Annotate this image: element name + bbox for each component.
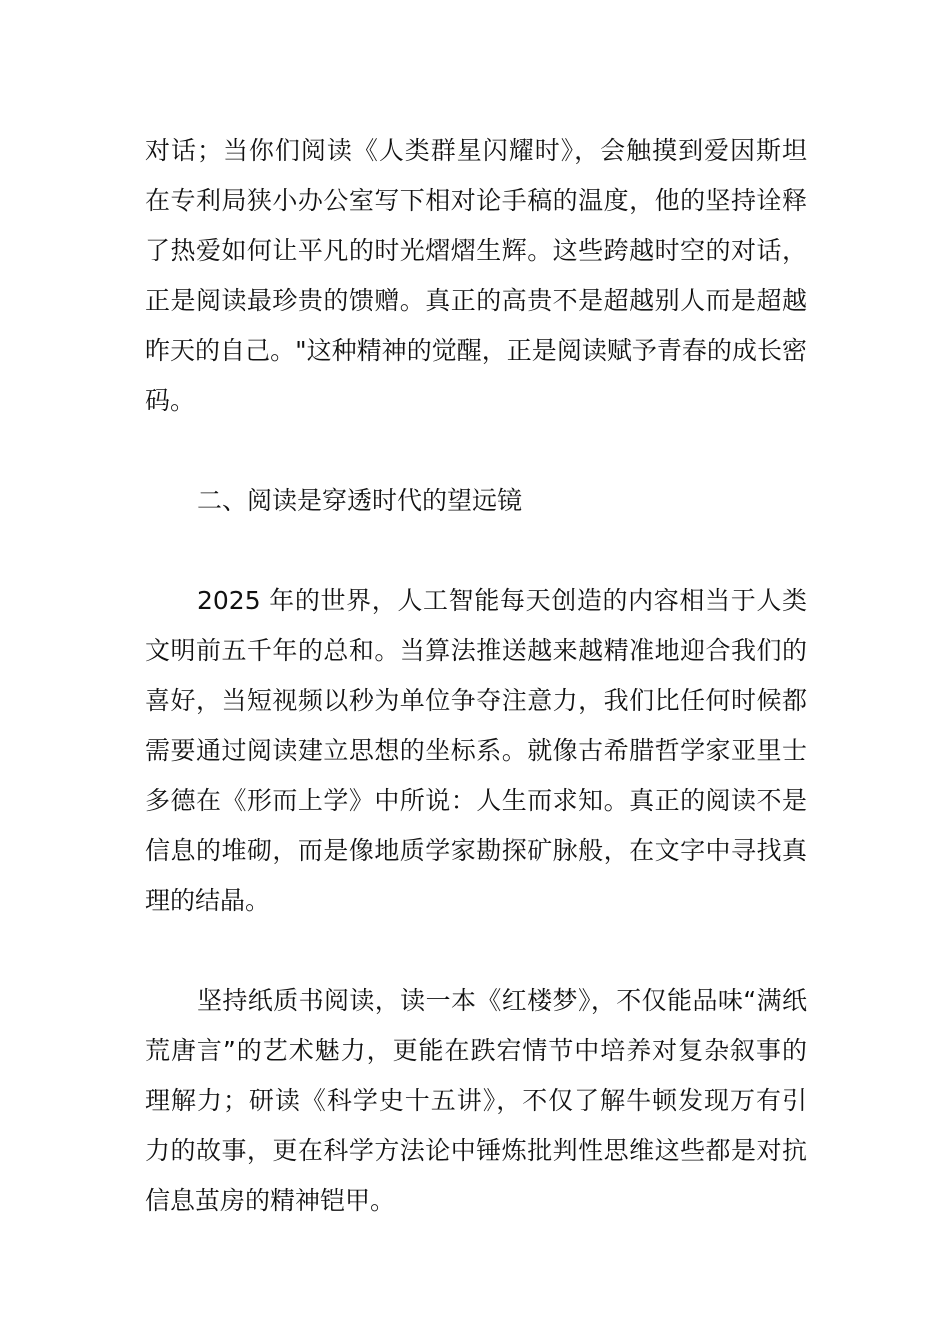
paragraph-continuation: 对话；当你们阅读《人类群星闪耀时》，会触摸到爱因斯坦在专利局狭小办公室写下相对论手稿的温度，他的坚持诠释了热爱如何让平凡的时光熠熠生辉。这些跨越时空的对话，正是阅读最珍贵的馈赠。真正的高贵不是超越别人而是超越昨天的自己。"这种精神的觉醒，正是阅读赋予青春的成长密码。 xyxy=(145,136,807,415)
paragraph-gap xyxy=(145,926,807,976)
paragraph-ai-era: 2025 年的世界，人工智能每天创造的内容相当于人类文明前五千年的总和。当算法推送越来越精准地迎合我们的喜好，当短视频以秒为单位争夺注意力，我们比任何时候都需要通过阅读建立思想的坐标系。就像古希腊哲学家亚里士多德在《形而上学》中所说：人生而求知。真正的阅读不是信息的堆砌，而是像地质学家勘探矿脉般，在文字中寻找真理的结晶。 xyxy=(145,586,807,915)
paragraph-paper-books: 坚持纸质书阅读，读一本《红楼梦》，不仅能品味“满纸荒唐言”的艺术魅力，更能在跌宕情节中培养对复杂叙事的理解力；研读《科学史十五讲》，不仅了解牛顿发现万有引力的故事，更在科学方法论中锤炼批判性思维这些都是对抗信息茧房的精神铠甲。 xyxy=(145,986,807,1215)
paragraph-gap xyxy=(145,426,807,476)
section-heading: 二、阅读是穿透时代的望远镜 xyxy=(197,486,523,515)
paragraph-gap xyxy=(145,526,807,576)
document-body xyxy=(145,126,807,1226)
